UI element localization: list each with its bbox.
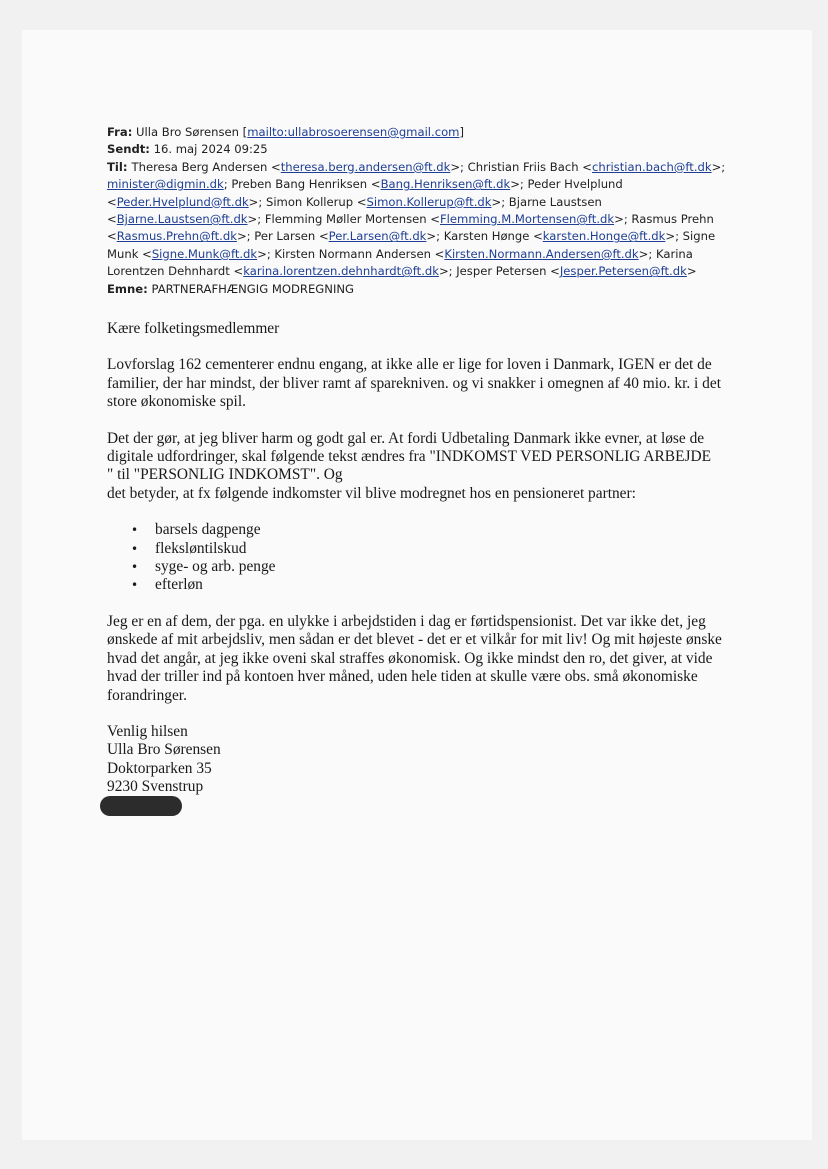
recipient-email-link[interactable]: Flemming.M.Mortensen@ft.dk (440, 212, 615, 227)
from-label: Fra: (107, 125, 133, 139)
income-bullet-list (107, 521, 747, 595)
recipient-email-link[interactable]: Signe.Munk@ft.dk (151, 246, 258, 261)
recipient-text: > (686, 264, 697, 279)
recipient-email-link[interactable]: minister@digmin.dk (107, 177, 224, 192)
recipient-text: >; Christian Friis Bach < (450, 159, 592, 174)
recipient-text: < (107, 212, 117, 227)
redaction-mark (100, 796, 182, 816)
recipient-email-link[interactable]: christian.bach@ft.dk (591, 159, 712, 174)
signature-line: Ulla Bro Sørensen (107, 741, 221, 759)
recipient-text: >; Rasmus Prehn (614, 212, 714, 227)
recipient-text: < (107, 229, 117, 244)
recipient-text: >; Signe (665, 229, 716, 244)
recipient-text: >; Karsten Hønge < (426, 229, 543, 244)
recipient-email-link[interactable]: karsten.Honge@ft.dk (542, 229, 666, 244)
paragraph-line: familier, der har mindst, der bliver ramt af sparekniven. og vi snakker i omegnen af 40 mio. kr. i det (107, 374, 721, 392)
sent-line (107, 141, 747, 158)
recipient-text: >; (711, 159, 726, 174)
paragraph-line: hvad det angår, at jeg ikke oveni skal straffes økonomisk. Og ikke mindst den ro, det giver, at vide (107, 649, 713, 667)
recipients-line (107, 211, 747, 228)
list-item: • efterløn (107, 576, 747, 594)
paragraph-line: det betyder, at fx følgende indkomster vil blive modregnet hos en pensioneret partner: (107, 484, 636, 502)
recipient-email-link[interactable]: Rasmus.Prehn@ft.dk (116, 229, 237, 244)
list-item: • syge- og arb. penge (107, 558, 747, 576)
email-header (107, 124, 747, 298)
sent-label: Sendt: (107, 142, 150, 157)
recipient-email-link[interactable]: Per.Larsen@ft.dk (328, 229, 427, 244)
paragraph-3 (107, 613, 747, 705)
from-line: Fra: Ulla Bro Sørensen [mailto:ullabrosoerensen@gmail.com] (107, 125, 464, 139)
recipient-email-link[interactable]: Bang.Henriksen@ft.dk (380, 177, 511, 192)
to-label: Til: (107, 159, 132, 174)
recipient-text: Theresa Berg Andersen < (131, 159, 281, 174)
sent-value: 16. maj 2024 09:25 (153, 142, 268, 157)
recipient-text: >; Peder Hvelplund (510, 177, 623, 192)
recipients-line (107, 176, 747, 193)
paragraph-line: digitale udfordringer, skal følgende tekst ændres fra "INDKOMST VED PERSONLIG ARBEJDE (107, 448, 711, 466)
recipient-email-link[interactable]: Peder.Hvelplund@ft.dk (116, 194, 249, 209)
recipient-text: >; Bjarne Laustsen (491, 194, 602, 209)
letter-body (107, 320, 747, 797)
list-item: • barsels dagpenge (107, 521, 747, 539)
closing: Venlig hilsen (107, 722, 188, 740)
recipient-email-link[interactable]: Kirsten.Normann.Andersen@ft.dk (444, 246, 639, 261)
recipient-email-link[interactable]: karina.lorentzen.dehnhardt@ft.dk (243, 264, 439, 279)
recipient-text: Munk < (107, 246, 152, 261)
recipient-email-link[interactable]: Jesper.Petersen@ft.dk (559, 264, 687, 279)
recipient-text: < (107, 194, 117, 209)
paragraph-1 (107, 356, 747, 411)
recipient-text: >; Simon Kollerup < (248, 194, 367, 209)
paragraph-line: " til "PERSONLIG INDKOMST". Og (107, 466, 343, 484)
paragraph-2 (107, 430, 747, 504)
subject-line (107, 281, 747, 298)
signature-block (107, 741, 747, 796)
signature-line: 9230 Svenstrup (107, 778, 204, 796)
recipient-text: >; Per Larsen < (236, 229, 329, 244)
recipients-line (107, 159, 747, 176)
recipients-line (107, 263, 747, 280)
recipient-text: >; Karina (638, 246, 693, 261)
recipient-email-link[interactable]: Simon.Kollerup@ft.dk (366, 194, 492, 209)
paragraph-line: Lovforslag 162 cementerer endnu engang, at ikke alle er lige for loven i Danmark, IGEN er det de (107, 356, 712, 374)
recipients-line (107, 194, 747, 211)
recipients-line (107, 246, 747, 263)
paragraph-line: hvad der triller ind på kontoen hver måned, uden hele tiden at skulle være obs. små økonomiske (107, 668, 698, 686)
recipient-text: Lorentzen Dehnhardt < (107, 264, 244, 279)
paragraph-line: store økonomiske spil. (107, 393, 246, 411)
paragraph-line: Det der gør, at jeg bliver harm og godt gal er. At fordi Udbetaling Danmark ikke evner, at løse de (107, 429, 705, 447)
recipient-email-link[interactable]: theresa.berg.andersen@ft.dk (280, 159, 451, 174)
paragraph-line: Jeg er en af dem, der pga. en ulykke i arbejdstiden i dag er førtidspensionist. Det var ikke det, jeg (107, 612, 706, 630)
paragraph-line: forandringer. (107, 686, 187, 704)
recipient-text: >; Kirsten Normann Andersen < (257, 246, 445, 261)
paragraph-line: ønskede af mit arbejdsliv, men sådan er det blevet - det er et vilkår for mit liv! Og mit højeste ønske (107, 631, 722, 649)
subject-value: PARTNERAFHÆNGIG MODREGNING (151, 281, 355, 296)
recipient-text: ; Preben Bang Henriksen < (223, 177, 381, 192)
recipient-text: >; Flemming Møller Mortensen < (247, 212, 440, 227)
recipient-email-link[interactable]: Bjarne.Laustsen@ft.dk (116, 212, 248, 227)
signature-line: Doktorparken 35 (107, 759, 212, 777)
recipients-line (107, 228, 747, 245)
recipients-block (107, 159, 747, 281)
from-name: Ulla Bro Sørensen (136, 125, 239, 139)
greeting: Kære folketingsmedlemmer (107, 320, 280, 337)
from-mailto-link[interactable]: mailto:ullabrosoerensen@gmail.com (247, 125, 460, 139)
subject-label: Emne: (107, 281, 148, 296)
recipient-text: >; Jesper Petersen < (438, 264, 560, 279)
list-item: • fleksløntilskud (107, 540, 747, 558)
